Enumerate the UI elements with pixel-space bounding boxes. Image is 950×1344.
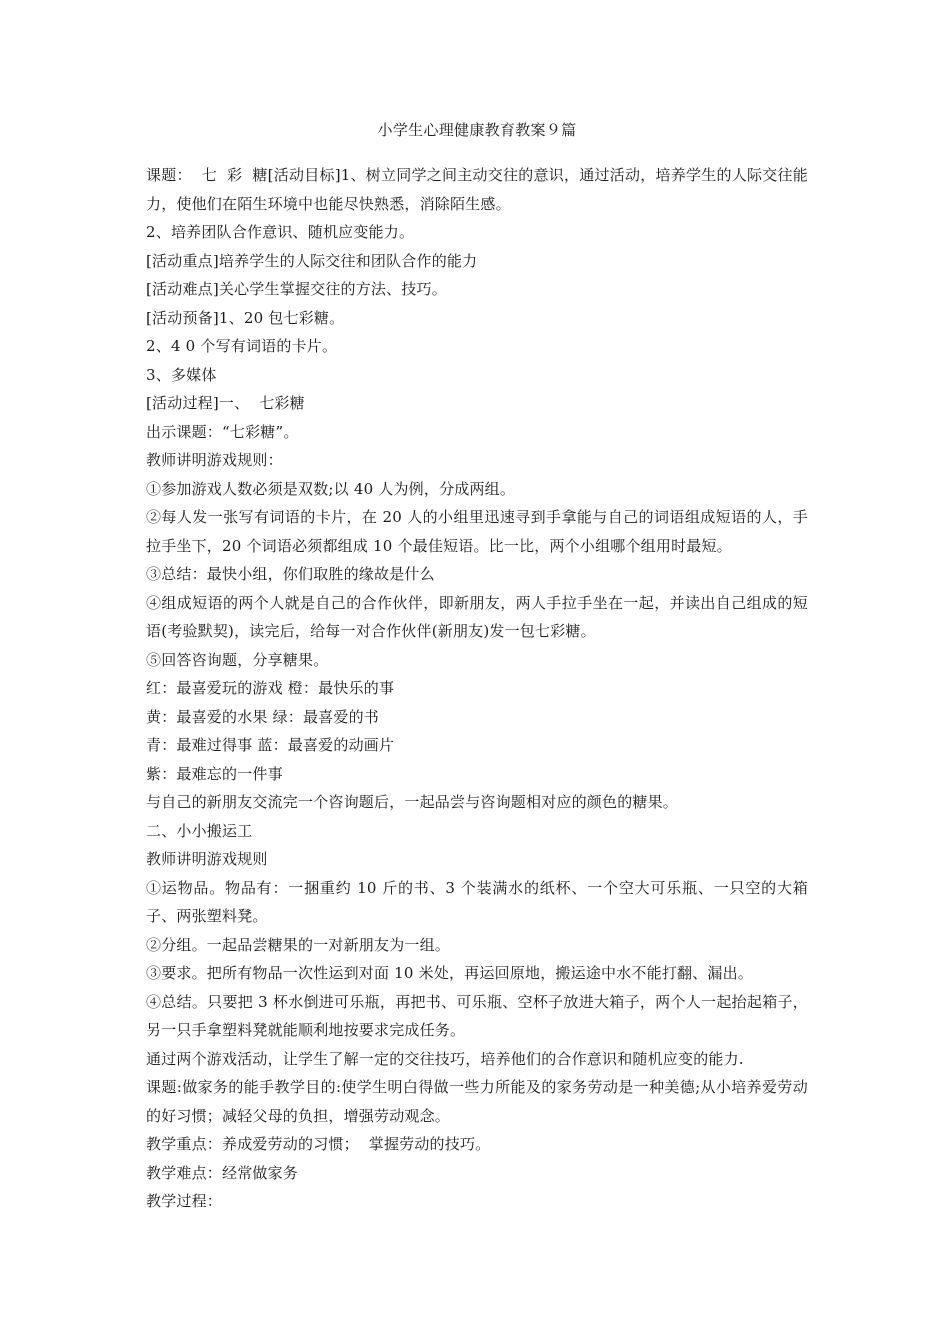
paragraph: ③要求。把所有物品一次性运到对面 10 米处，再运回原地，搬运途中水不能打翻、漏出。 bbox=[146, 964, 754, 982]
paragraph: ⑤回答咨询题，分享糖果。 bbox=[146, 650, 329, 669]
paragraph: [活动过程]一、 七彩糖 bbox=[146, 394, 305, 412]
paragraph: 3、多媒体 bbox=[146, 365, 217, 384]
paragraph: 与自己的新朋友交流完一个咨询题后，一起品尝与咨询题相对应的颜色的糖果。 bbox=[146, 793, 679, 811]
paragraph: 红：最喜爱玩的游戏 橙：最快乐的事 bbox=[146, 679, 395, 697]
paragraph: 教师讲明游戏规则： bbox=[146, 451, 283, 469]
paragraph: 课题:做家务的能手教学目的:使学生明白得做一些力所能及的家务劳动是一种美德;从小培养爱劳动的好习惯；减轻父母的负担，增强劳动观念。 bbox=[146, 1078, 808, 1125]
paragraph: 通过两个游戏活动，让学生了解一定的交往技巧，培养他们的合作意识和随机应变的能力. bbox=[146, 1049, 744, 1068]
paragraph: ③总结：最快小组，你们取胜的缘故是什么 bbox=[146, 565, 435, 583]
paragraph: 紫：最难忘的一件事 bbox=[146, 764, 283, 783]
paragraph: 二、小小搬运工 bbox=[146, 821, 253, 840]
document-page bbox=[146, 117, 808, 1216]
paragraph: [活动难点]关心学生掌握交往的方法、技巧。 bbox=[146, 280, 447, 298]
paragraph: ②每人发一张写有词语的卡片，在 20 人的小组里迅速寻到手拿能与自己的词语组成短语的人，手拉手坐下，20 个词语必须都组成 10 个最佳短语。比一比，两个小组哪个组用时最短。 bbox=[146, 508, 808, 555]
paragraph: ①运物品。物品有：一捆重约 10 斤的书、3 个装满水的纸杯、一个空大可乐瓶、一只空的大箱子、两张塑料凳。 bbox=[146, 878, 808, 925]
paragraph: 出示课题：“七彩糖”。 bbox=[146, 422, 299, 441]
paragraph: 黄：最喜爱的水果 绿：最喜爱的书 bbox=[146, 707, 379, 726]
paragraph: 教学难点：经常做家务 bbox=[146, 1163, 299, 1182]
paragraph: 教学过程： bbox=[146, 1192, 223, 1210]
paragraph: ②分组。一起品尝糖果的一对新朋友为一组。 bbox=[146, 935, 451, 954]
paragraph: [活动预备]1、20 包七彩糖。 bbox=[146, 308, 345, 327]
paragraph: 课题： 七 彩 糖[活动目标]1、树立同学之间主动交往的意识，通过活动，培养学生的人际交往能力，使他们在陌生环境中也能尽快熟悉，消除陌生感。 bbox=[146, 166, 808, 213]
paragraph: 青：最难过得事 蓝：最喜爱的动画片 bbox=[146, 736, 395, 754]
paragraph: ①参加游戏人数必须是双数;以 40 人为例，分成两组。 bbox=[146, 479, 516, 498]
paragraph: 2、4 0 个写有词语的卡片。 bbox=[146, 337, 338, 355]
paragraph: ④组成短语的两个人就是自己的合作伙伴，即新朋友，两人手拉手坐在一起，并读出自己组成的短语(考验默契)，读完后，给每一对合作伙伴(新朋友)发一包七彩糖。 bbox=[146, 593, 808, 640]
paragraph: 2、培养团队合作意识、随机应变能力。 bbox=[146, 223, 415, 241]
paragraph: 教学重点：养成爱劳动的习惯； 掌握劳动的技巧。 bbox=[146, 1135, 491, 1153]
document-body bbox=[146, 161, 808, 1216]
paragraph: ④总结。只要把 3 杯水倒进可乐瓶，再把书、可乐瓶、空杯子放进大箱子，两个人一起抬起箱子，另一只手拿塑料凳就能顺利地按要求完成任务。 bbox=[146, 992, 808, 1039]
paragraph: [活动重点]培养学生的人际交往和团队合作的能力 bbox=[146, 251, 478, 270]
document-title: 小学生心理健康教育教案９篇 bbox=[377, 121, 577, 139]
paragraph: 教师讲明游戏规则 bbox=[146, 850, 268, 868]
